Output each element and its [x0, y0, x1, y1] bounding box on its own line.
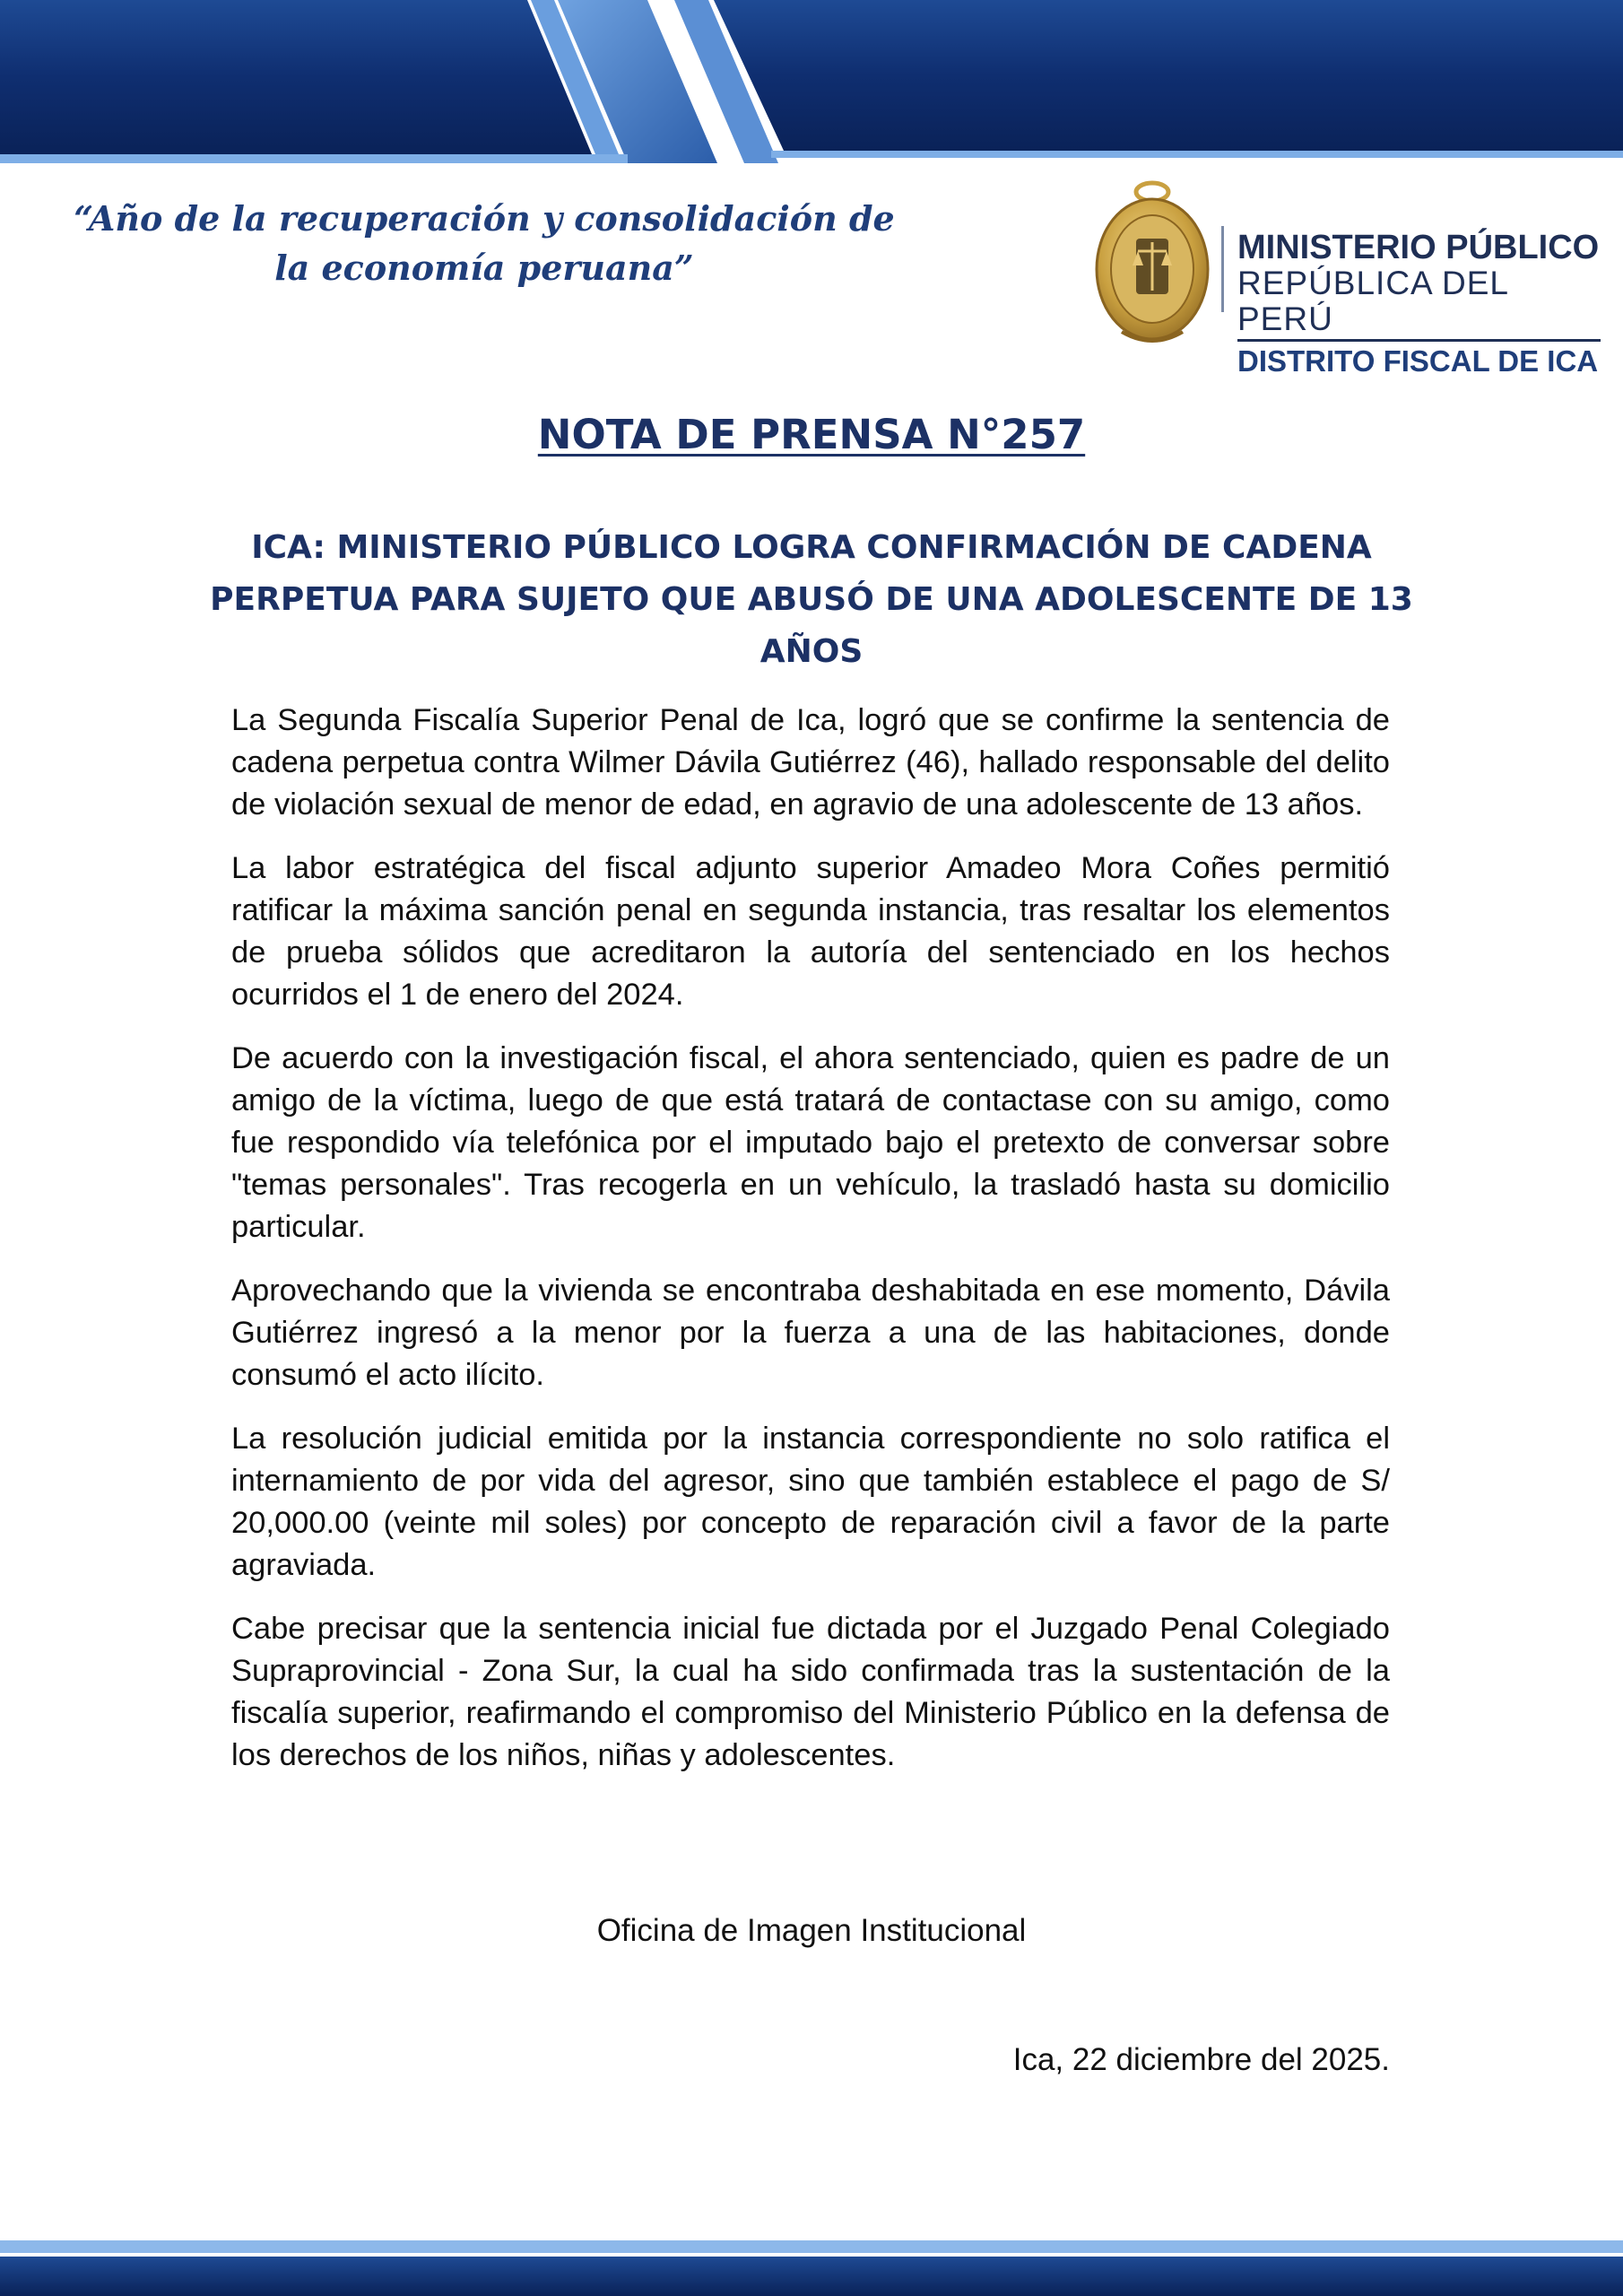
headline: ICA: MINISTERIO PÚBLICO LOGRA CONFIRMACIÓN DE CADENA PERPETUA PARA SUJETO QUE ABUSÓ DE UNA ADOLESCENTE DE 13 AÑOS: [210, 529, 1413, 670]
paragraph: Aprovechando que la vivienda se encontraba deshabitada en ese momento, Dávila Gutiérrez ingresó a la menor por la fuerza a una de las habitaciones, donde consumó el acto ilícito.: [231, 1274, 1390, 1392]
press-release-number-text: NOTA DE PRENSA N°257: [537, 411, 1086, 458]
org-name: MINISTERIO PÚBLICO: [1237, 229, 1600, 266]
dateline: Ica, 22 diciembre del 2025.: [1012, 2042, 1390, 2077]
org-country: REPÚBLICA DEL PERÚ: [1237, 265, 1601, 342]
footer-band: [0, 2240, 1623, 2296]
institution-logo: [1089, 179, 1601, 378]
paragraph: La resolución judicial emitida por la instancia correspondiente no solo ratifica el internamiento de por vida del agresor, sino que también establece el pago de S/ 20,000.00 (veinte mil soles) por concepto de reparación civil a favor de la parte agraviada.: [231, 1422, 1390, 1582]
motto-text: “Año de la recuperación y consolidación de la economía peruana”: [74, 198, 895, 288]
logo-text: [1237, 230, 1601, 379]
office-signature: Oficina de Imagen Institucional: [596, 1913, 1027, 1948]
header-banner: [0, 0, 1623, 170]
paragraph: La labor estratégica del fiscal adjunto superior Amadeo Mora Coñes permitió ratificar la máxima sanción penal en segunda instancia, tras resaltar los elementos de prueba sólidos que acreditaron la autoría del sentenciado en los hechos ocurridos el 1 de enero del 2024.: [231, 851, 1390, 1012]
paragraph: La Segunda Fiscalía Superior Penal de Ica, logró que se confirme la sentencia de cadena perpetua contra Wilmer Dávila Gutiérrez (46), hallado responsable del delito de violación sexual de menor de edad, en agravio de una adolescente de 13 años.: [231, 703, 1390, 822]
logo-divider: [1221, 226, 1224, 312]
press-release-number: [0, 404, 1623, 466]
paragraph: De acuerdo con la investigación fiscal, el ahora sentenciado, quien es padre de un amigo de la víctima, luego de que está tratará de contactase con su amigo, como fue respondido vía telefónica por el imputado bajo el pretexto de conversar sobre "temas personales". Tras recogerla en un vehículo, la trasladó hasta su domicilio particular.: [231, 1041, 1390, 1244]
article-body: [231, 700, 1390, 1798]
org-district: DISTRITO FISCAL DE ICA: [1237, 344, 1599, 378]
paragraph: Cabe precisar que la sentencia inicial fue dictada por el Juzgado Penal Colegiado Supraprovincial - Zona Sur, la cual ha sido confirmada tras la sustentación de la fiscalía superior, reafirmando el compromiso del Ministerio Público en la defensa de los derechos de los niños, niñas y adolescentes.: [231, 1612, 1390, 1772]
justice-seal-icon: [1089, 179, 1215, 350]
